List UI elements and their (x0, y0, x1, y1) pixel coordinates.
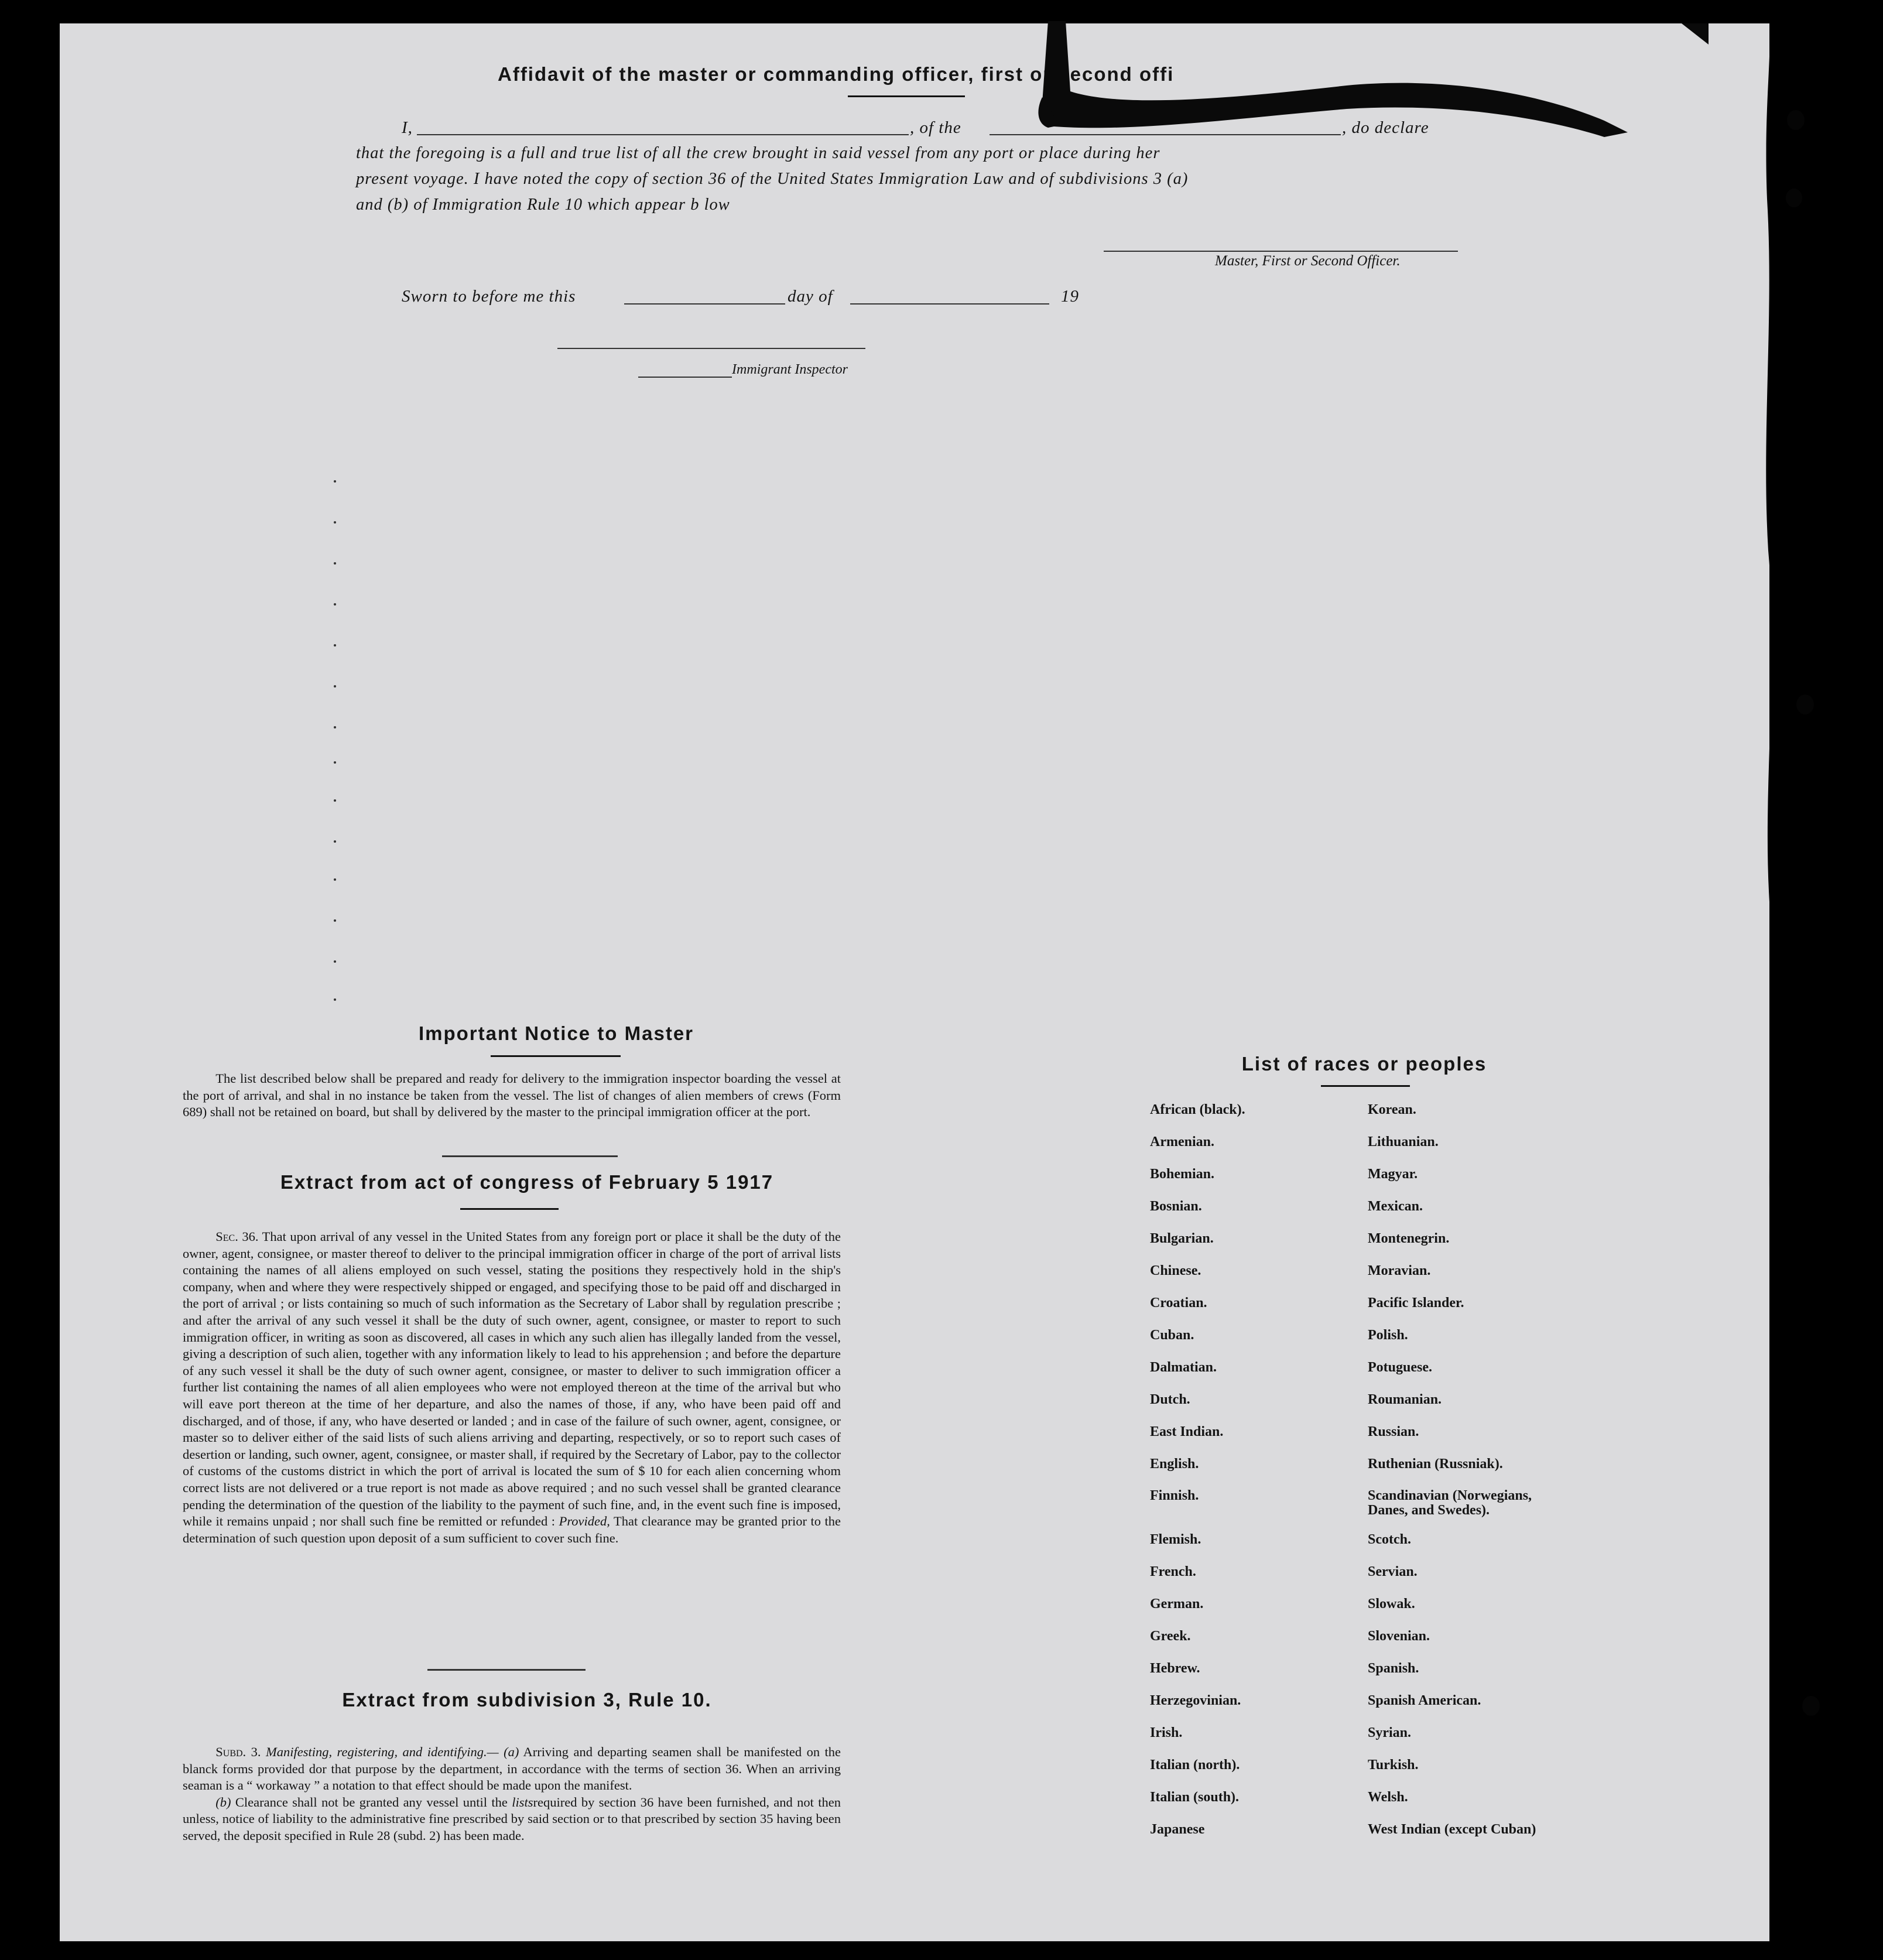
inspector-caption: Immigrant Inspector (732, 362, 848, 377)
act-heading-underline (460, 1208, 559, 1210)
margin-dot (334, 480, 336, 483)
margin-dot (334, 562, 336, 565)
margin-dot (334, 603, 336, 606)
title-underline (848, 95, 965, 97)
master-signature-caption: Master, First or Second Officer. (1215, 253, 1401, 269)
race-item: Irish. (1150, 1725, 1183, 1740)
race-item: Flemish. (1150, 1532, 1201, 1547)
rule-para-a: Arriving and departing seamen shall be manifested on the blanck forms provided dor that purpose by the department, in accordance with the terms of section 36. When an arriving seaman is a “ workaway ” a notation to that effect should be made upon the manifest. (183, 1744, 841, 1793)
margin-dot (334, 521, 336, 524)
race-item: German. (1150, 1596, 1204, 1612)
race-item: East Indian. (1150, 1424, 1224, 1439)
race-item: Turkish. (1368, 1757, 1419, 1773)
rule-subd-label: Subd. 3. (215, 1744, 261, 1759)
margin-dot (334, 960, 336, 963)
act-paragraph (183, 1229, 841, 1547)
race-item: Roumanian. (1368, 1392, 1442, 1407)
race-item: Mexican. (1368, 1199, 1423, 1214)
race-item: Cuban. (1150, 1328, 1194, 1343)
race-item: Finnish. (1150, 1488, 1199, 1503)
margin-dot (334, 919, 336, 922)
races-column-2 (1368, 1102, 1590, 1854)
race-item: Croatian. (1150, 1295, 1207, 1311)
race-item: Spanish. (1368, 1661, 1419, 1676)
race-item: Scotch. (1368, 1532, 1411, 1547)
races-column-1 (1150, 1102, 1361, 1854)
race-item: Dutch. (1150, 1392, 1190, 1407)
binding-hole (1796, 695, 1814, 714)
race-item: Magyar. (1368, 1167, 1418, 1182)
race-item: Russian. (1368, 1424, 1419, 1439)
sworn-day-of: day of (788, 287, 833, 306)
rule-subd-title: Manifesting, registering, and identifying.— (a) (265, 1744, 519, 1759)
margin-dot (334, 644, 336, 647)
act-provided: Provided, (559, 1514, 610, 1529)
race-item: Spanish American. (1368, 1693, 1481, 1708)
margin-dot (334, 840, 336, 843)
race-item: Montenegrin. (1368, 1231, 1450, 1246)
race-item: African (black). (1150, 1102, 1245, 1117)
race-item: Polish. (1368, 1328, 1408, 1343)
affidavit-lead-i: I, (402, 118, 413, 137)
rule-para-b-2: required by section 36 have been furnished, and not then unless, notice of liability to the administrative fine prescribed by said section or to that prescribed by section 35 having been served, the deposit specified in Rule 28 (subd. 2) has been made. (183, 1794, 841, 1843)
rule-para-b-1: Clearance shall not be granted any vessel until the (235, 1794, 508, 1810)
margin-dot (334, 878, 336, 881)
act-divider (427, 1669, 586, 1671)
race-item: Servian. (1368, 1564, 1418, 1579)
race-item: Italian (south). (1150, 1790, 1240, 1805)
sworn-day-line (624, 303, 785, 305)
affidavit-body-line-1: that the foregoing is a full and true list of all the crew brought in said vessel from any port or place during her (356, 144, 1160, 162)
race-item: Chinese. (1150, 1263, 1201, 1278)
margin-dot (334, 799, 336, 802)
affidavit-body-line-3: and (b) of Immigration Rule 10 which appear b low (356, 196, 730, 214)
race-item: Ruthenian (Russniak). (1368, 1456, 1503, 1472)
race-item: Pacific Islander. (1368, 1295, 1464, 1311)
sworn-prefix: Sworn to before me this (402, 287, 576, 306)
affidavit-body-line-2: present voyage. I have noted the copy of section 36 of the United States Immigration Law and of subdivisions 3 (a) (356, 170, 1189, 188)
torn-edge (1733, 23, 1815, 1941)
race-item: Scandinavian (Norwegians, Danes, and Swedes). (1368, 1488, 1532, 1518)
races-heading: List of races or peoples (1241, 1053, 1487, 1075)
name-blank-line (417, 134, 909, 135)
inspector-short-line (638, 377, 732, 378)
race-item: West Indian (except Cuban) (1368, 1822, 1536, 1837)
race-item: Greek. (1150, 1629, 1191, 1644)
margin-dot (334, 685, 336, 687)
binding-hole (1786, 189, 1802, 207)
race-item: Japanese (1150, 1822, 1205, 1837)
notice-divider (442, 1155, 618, 1157)
rule-paragraphs (183, 1744, 841, 1845)
master-signature-line (1104, 251, 1458, 252)
affidavit-of-the: , of the (910, 118, 961, 137)
inspector-signature-line (557, 348, 865, 349)
notice-text: The list described below shall be prepared and ready for delivery to the immigration inspector boarding the vessel at the port of arrival, and shal in no instance be taken from the vessel. The list of changes of alien members of crews (Form 689) shall not be retained on board, but shall by delivered by the master to the principal immigration officer at the port. (183, 1071, 841, 1120)
ink-blot-mark (1019, 21, 1639, 156)
notice-heading: Important Notice to Master (418, 1022, 694, 1044)
act-heading: Extract from act of congress of February 5 1917 (280, 1171, 774, 1193)
race-item: Bohemian. (1150, 1167, 1215, 1182)
affidavit-do-declare: , do declare (1342, 118, 1429, 137)
race-item: Dalmatian. (1150, 1360, 1217, 1375)
race-item: Moravian. (1368, 1263, 1431, 1278)
race-item: Potuguese. (1368, 1360, 1432, 1375)
race-item: Slovenian. (1368, 1629, 1430, 1644)
race-item: Slowak. (1368, 1596, 1415, 1612)
affidavit-title: Affidavit of the master or commanding officer, first or second offi (498, 63, 1175, 85)
races-heading-underline (1321, 1085, 1410, 1087)
race-item: Lithuanian. (1368, 1134, 1439, 1150)
race-item: English. (1150, 1456, 1199, 1472)
race-item: Herzegovinian. (1150, 1693, 1241, 1708)
margin-dot (334, 998, 336, 1001)
margin-dot (334, 726, 336, 728)
act-text-end: That clearance may be granted prior to the determination of such question upon deposit of a sum sufficient to cover such fine. (183, 1514, 841, 1545)
race-item: Bosnian. (1150, 1199, 1202, 1214)
rule-b-label: (b) (215, 1794, 231, 1810)
race-item: Bulgarian. (1150, 1231, 1214, 1246)
race-item: Armenian. (1150, 1134, 1214, 1150)
binding-hole (1787, 110, 1805, 130)
act-text: That upon arrival of any vessel in the United States from any foreign port or place it shall be the duty of the owner, agent, consignee, or master thereof to deliver to the principal immigration officer in charge of the port of arrival lists containing the names of all aliens employed on such vessel, stating the positions they respectively hold in the ship's company, when and where they were respectively shipped or engaged, and specifying those to be paid off and discharged in the port of arrival ; or lists containing so much of such information as the Secretary of Labor shall by regulation prescribe ; and after the arrival of any such vessel it shall be the duty of such owner, agent, consignee, or master to report to such immigration officer, in writing as soon as discovered, all cases in which any such alien has illegally landed from the vessel, giving a description of such alien, together with any information likely to lead to his apprehension ; and before the departure of any such vessel it shall be the duty of such owner agent, consignee, or master to deliver to such immigration officer a further list containing the names of all alien employees who were not employed thereon at the time of the arrival but who will eave port thereon at the time of her departure, and also the names of those, if any, who have been paid off and discharged, and of those, if any, who have deserted or landed ; and in case of the failure of such owner, agent, consignee, or master so to deliver either of the said lists of such aliens arriving and departing, respectively, or so to report such cases of desertion or landing, such owner, agent, consignee, or master shall, if required by the Secretary of Labor, pay to the collector of customs of the customs district in which the port of arrival is located the sum of $ 10 for each alien concerning whom correct lists are not delivered or a true report is not made as above required ; and no such vessel shall be granted clearance pending the determination of the question of the liability to the payment of such fine, and, in the event such fine is imposed, while it remains unpaid ; nor shall such fine be remitted or refunded : (183, 1229, 841, 1529)
notice-heading-underline (491, 1055, 621, 1057)
sworn-month-line (850, 303, 1049, 305)
margin-dot (334, 761, 336, 764)
rule-heading: Extract from subdivision 3, Rule 10. (342, 1689, 712, 1711)
race-item: Syrian. (1368, 1725, 1412, 1740)
sworn-year: 19 (1061, 287, 1079, 306)
binding-hole (1802, 1696, 1820, 1716)
rule-lists-word: lists (512, 1794, 533, 1810)
race-item: Korean. (1368, 1102, 1416, 1117)
race-item: French. (1150, 1564, 1196, 1579)
race-item: Italian (north). (1150, 1757, 1240, 1773)
race-item: Welsh. (1368, 1790, 1408, 1805)
notice-paragraph (183, 1070, 841, 1121)
race-item: Hebrew. (1150, 1661, 1200, 1676)
act-section-label: Sec. 36. (215, 1229, 259, 1244)
